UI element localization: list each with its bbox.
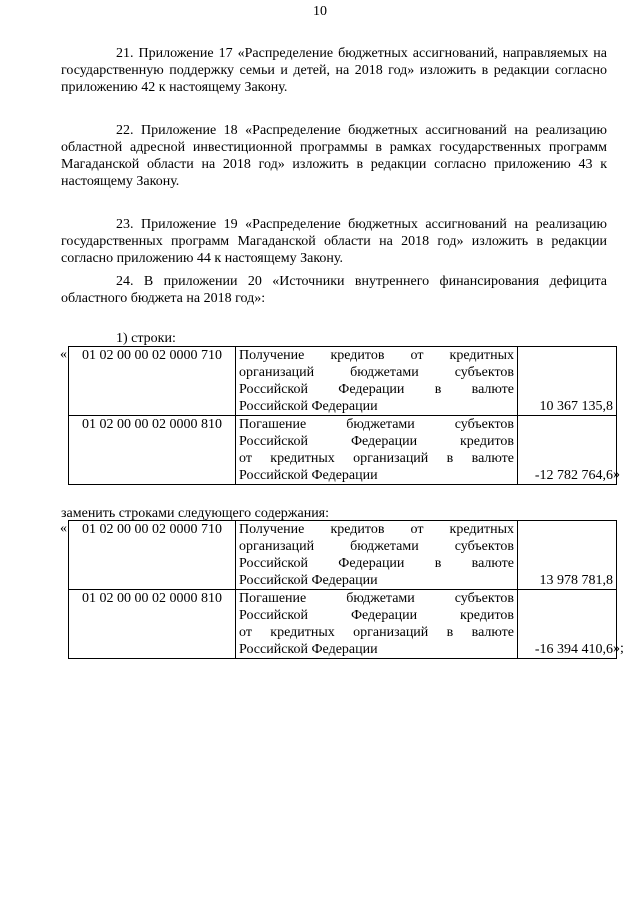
row-description (236, 590, 518, 659)
desc-line: Получение кредитов от кредитных (239, 522, 514, 537)
table-row (69, 416, 617, 485)
paragraph-22: 22. Приложение 18 «Распределение бюджетных ассигнований на реализацию областной адресной инвестиционной программы в рамках государственных программ Магаданской области на 2018 год» изложить в редакции согласно приложению 43 к настоящему Закону. (61, 123, 607, 189)
row-description (236, 521, 518, 590)
desc-line: Российской Федерации (239, 573, 378, 588)
close-quote-new: »; (613, 641, 624, 656)
row-amount: 13 978 781,8 (518, 521, 617, 590)
open-quote-new: « (60, 521, 67, 536)
desc-line: Российской Федерации (239, 399, 378, 414)
row-amount: -16 394 410,6 (518, 590, 617, 659)
desc-line: Российской Федерации в валюте (239, 382, 514, 397)
row-code: 01 02 00 00 02 0000 710 (69, 347, 236, 416)
row-amount: -12 782 764,6 (518, 416, 617, 485)
desc-line: от кредитных организаций в валюте (239, 625, 514, 640)
desc-line: Российской Федерации (239, 642, 378, 657)
page-number: 10 (313, 4, 327, 19)
desc-line: Российской Федерации в валюте (239, 556, 514, 571)
desc-line: Российской Федерации кредитов (239, 608, 514, 623)
desc-line: Получение кредитов от кредитных (239, 348, 514, 363)
row-description (236, 416, 518, 485)
desc-line: организаций бюджетами субъектов (239, 539, 514, 554)
row-description (236, 347, 518, 416)
desc-line: Российской Федерации (239, 468, 378, 483)
row-code: 01 02 00 00 02 0000 710 (69, 521, 236, 590)
row-amount: 10 367 135,8 (518, 347, 617, 416)
replace-text: заменить строками следующего содержания: (61, 506, 330, 521)
table-old-rows (68, 346, 617, 485)
subitem-label: 1) строки: (116, 331, 176, 346)
table-row (69, 521, 617, 590)
table-row (69, 590, 617, 659)
paragraph-21: 21. Приложение 17 «Распределение бюджетных ассигнований, направляемых на государственную поддержку семьи и детей, на 2018 год» изложить в редакции согласно приложению 42 к настоящему Закону. (61, 46, 607, 95)
paragraph-23: 23. Приложение 19 «Распределение бюджетных ассигнований на реализацию государственных программ Магаданской области на 2018 год» изложить в редакции согласно приложению 44 к настоящему Закону. (61, 217, 607, 266)
close-quote-old: » (613, 467, 620, 482)
desc-line: организаций бюджетами субъектов (239, 365, 514, 380)
desc-line: от кредитных организаций в валюте (239, 451, 514, 466)
desc-line: Погашение бюджетами субъектов (239, 417, 514, 432)
open-quote-old: « (60, 347, 67, 362)
paragraph-24: 24. В приложении 20 «Источники внутреннего финансирования дефицита областного бюджета на 2018 год»: (61, 274, 607, 306)
desc-line: Российской Федерации кредитов (239, 434, 514, 449)
row-code: 01 02 00 00 02 0000 810 (69, 590, 236, 659)
table-row (69, 347, 617, 416)
desc-line: Погашение бюджетами субъектов (239, 591, 514, 606)
table-new-rows (68, 520, 617, 659)
row-code: 01 02 00 00 02 0000 810 (69, 416, 236, 485)
